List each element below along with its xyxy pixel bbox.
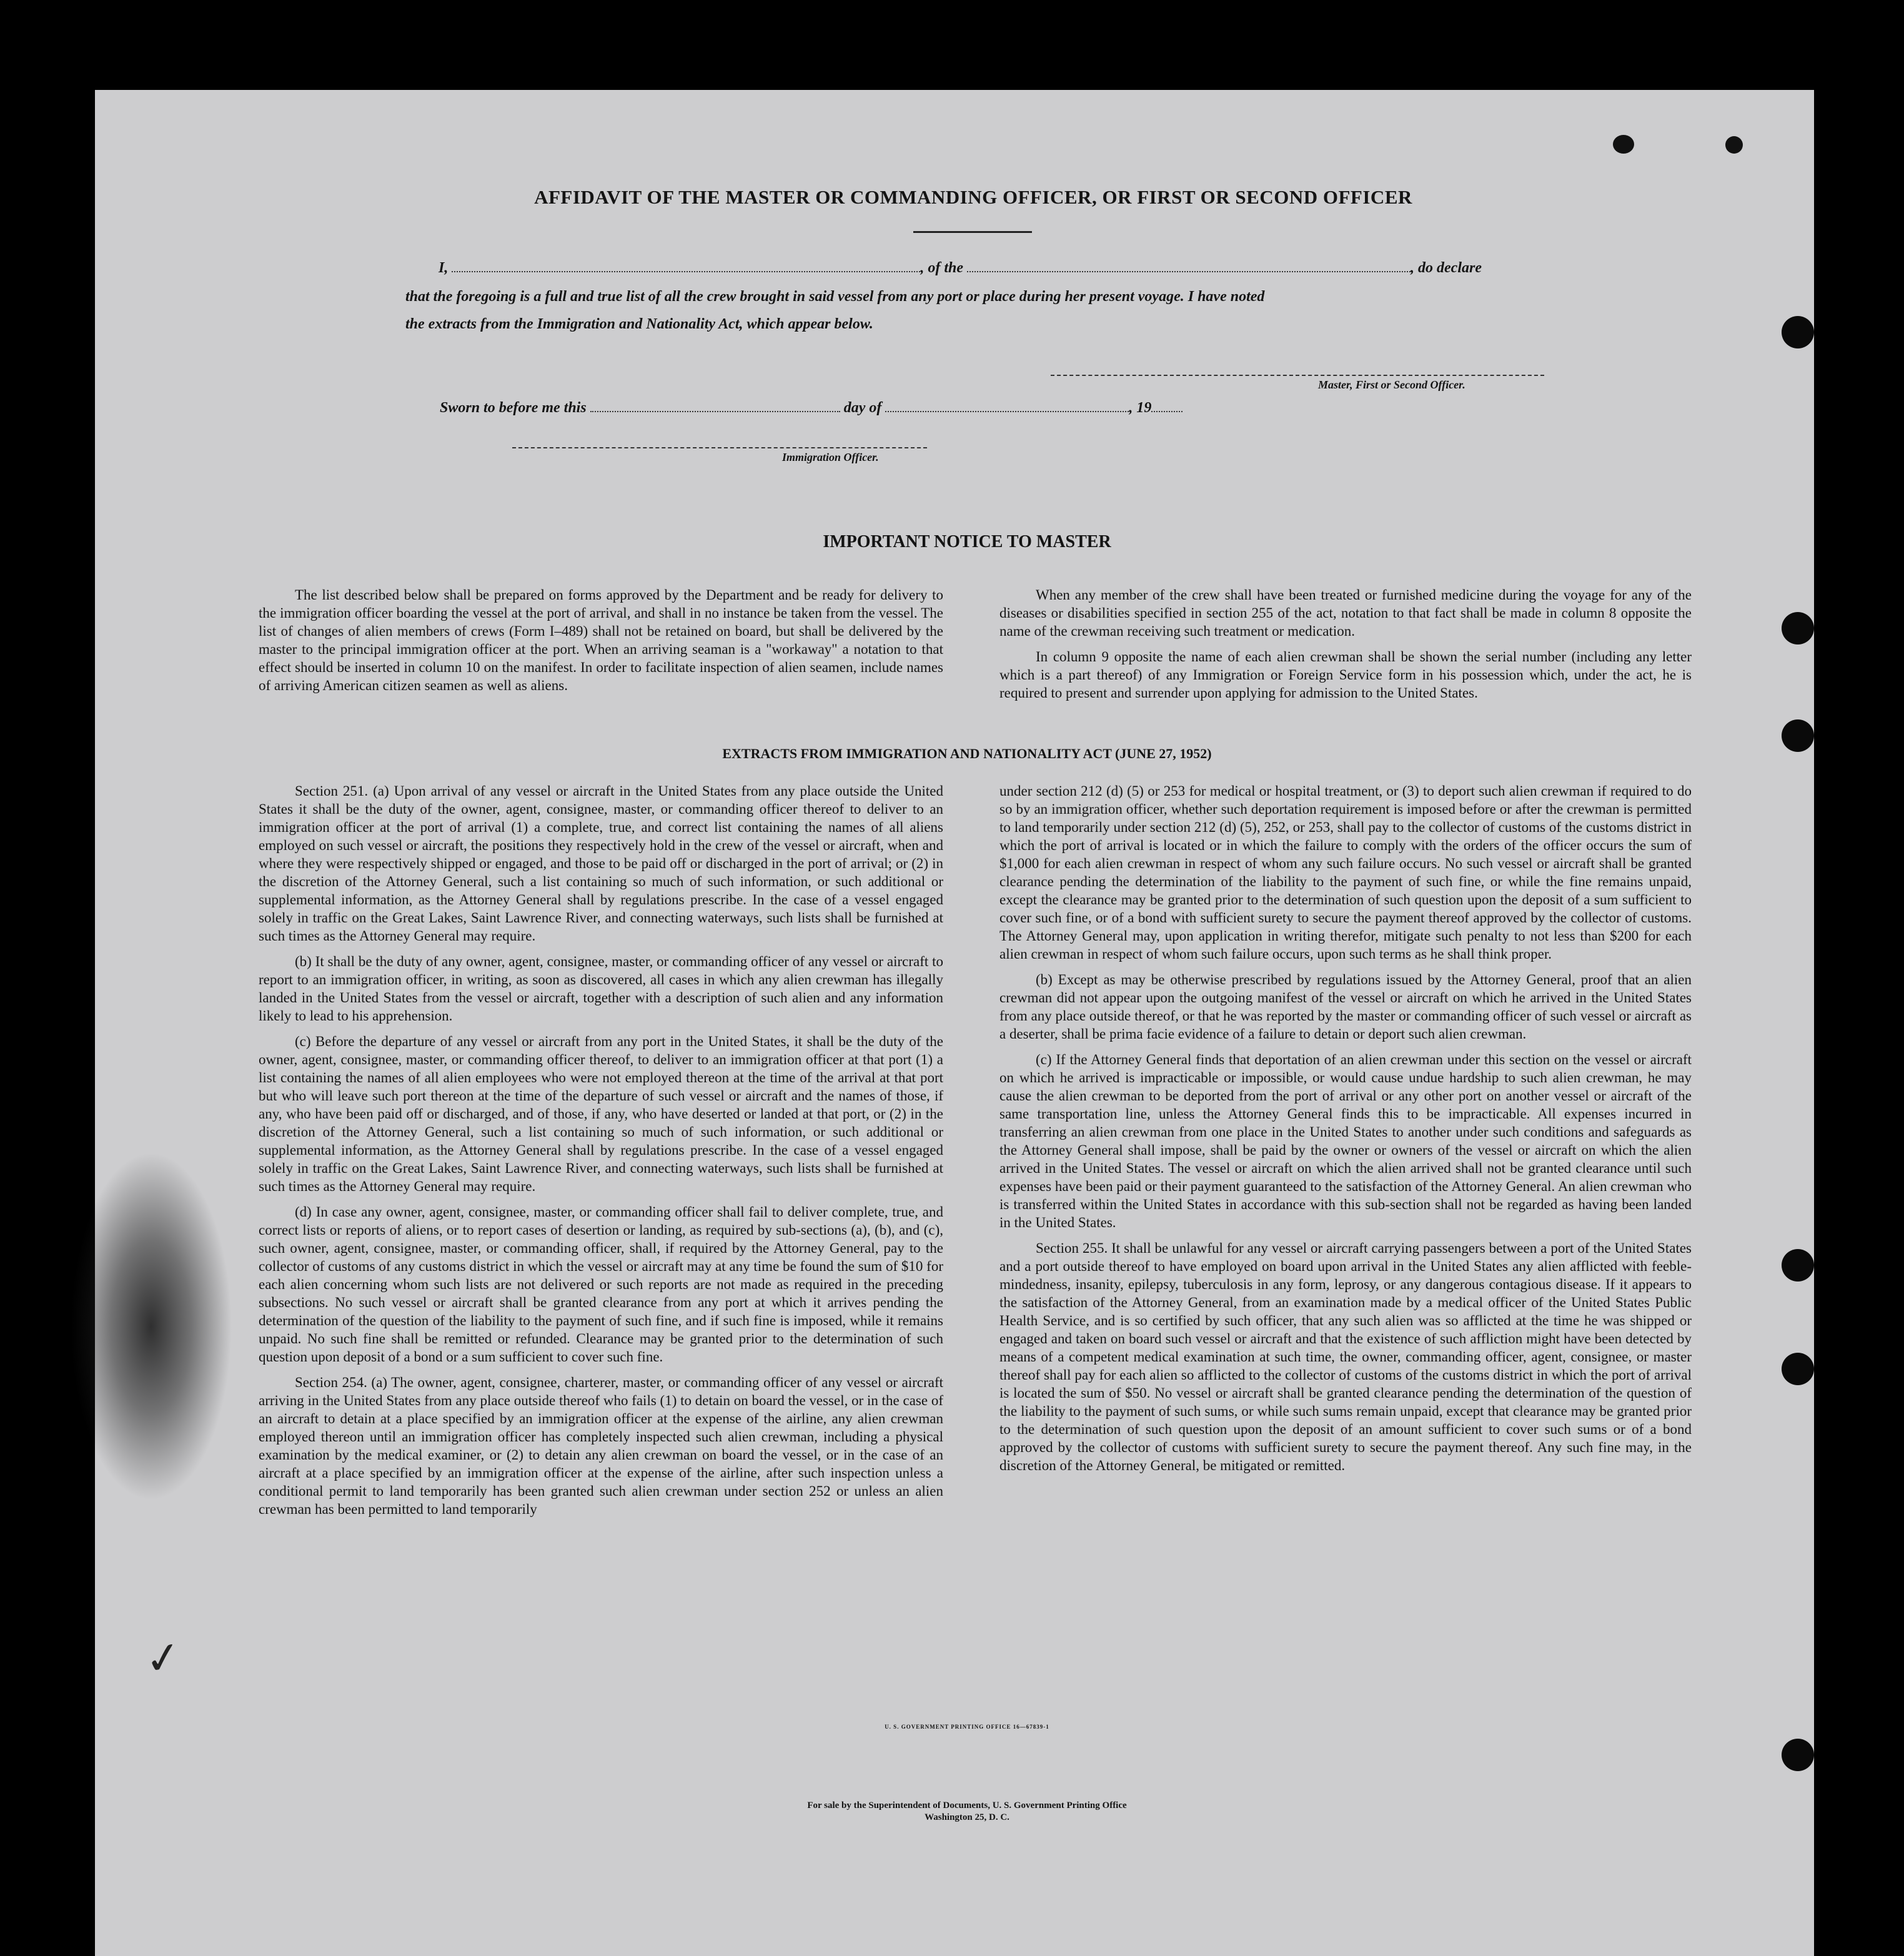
form-sheet bbox=[95, 90, 1814, 1956]
section-254-c: (c) If the Attorney General finds that deportation of an alien crewman under this section on the vessel or aircraft on which he arrived is impracticable or impossible, or would cause undue hardship to such alien crewman, he may cause the alien crewman to be deported from the port of arrival or any other port on another vessel or aircraft of the same transportation line, unless the Attorney General finds this to be impracticable. All expenses incurred in transferring an alien crewman from one place in the United States to another under such conditions and safeguards as the Attorney General shall impose, shall be paid by the owner or owners of the vessel or aircraft on which the alien arrived in the United States. The vessel or aircraft on which the alien arrived shall not be granted clearance until such expenses have been paid or their payment guaranteed to the satisfaction of the Attorney General. An alien crewman who is transferred within the United States in accordance with this sub-section shall not be regarded as having been landed in the United States. bbox=[999, 1052, 1692, 1230]
section-251-a: Section 251. (a) Upon arrival of any vessel or aircraft in the United States from any place outside the United States it shall be the duty of the owner, agent, consignee, master, or commanding officer thereof to deliver to an immigration officer at the port of arrival (1) a complete, true, and correct list containing the names of all aliens employed on such vessel or aircraft, the positions they respectively hold in the crew of the vessel or aircraft, when and where they were respectively shipped or engaged, and those to be paid off or discharged in the port of arrival; or (2) in the discretion of the Attorney General, such a list containing so much of such information, or such additional or supplemental information, as the Attorney General shall by regulations prescribe. In the case of a vessel engaged solely in traffic on the Great Lakes, Saint Lawrence River, and connecting waterways, such lists shall be furnished at such times as the Attorney General may require. bbox=[259, 783, 943, 944]
affidavit-title: AFFIDAVIT OF THE MASTER OR COMMANDING OFFICER, OR FIRST OR SECOND OFFICER bbox=[534, 186, 1412, 208]
title-rule bbox=[913, 231, 1032, 233]
section-254-a: Section 254. (a) The owner, agent, consignee, charterer, master, or commanding officer of any vessel or aircraft arriving in the United States from any place outside thereof who fails (1) to detain on board the vessel, or in the case of an aircraft to detain at a place specified by an immigration officer at the expense of the airline, any alien crewman employed thereon until an immigration officer has completely inspected such alien crewman, including a physical examination by the medical examiner, or (2) to detain any alien crewman on board the vessel, or in the case of an aircraft at a place specified by an immigration officer at the expense of the airline, after such inspection unless a conditional permit to land temporarily has been granted such alien crewman under section 252 or unless an alien crewman has been permitted to land temporarily bbox=[259, 1375, 944, 1517]
notice-right-paragraph-1: When any member of the crew shall have been treated or furnished medicine during the voyage for any of the diseases or disabilities specified in section 255 of the act, notation to that fact shall be made in column 8 opposite the name of the crewman receiving such treatment or medication. bbox=[999, 587, 1692, 639]
sworn-day-field[interactable] bbox=[590, 400, 840, 412]
notice-right-column bbox=[999, 586, 1692, 709]
extracts-right-column bbox=[999, 782, 1692, 1482]
sworn-line bbox=[440, 400, 1183, 417]
name-field[interactable] bbox=[452, 260, 920, 272]
binder-hole bbox=[1782, 316, 1814, 348]
ink-smudge bbox=[70, 1152, 232, 1501]
ink-spot bbox=[1613, 135, 1634, 154]
notice-title: IMPORTANT NOTICE TO MASTER bbox=[823, 532, 1111, 551]
for-sale-line-2: Washington 25, D. C. bbox=[925, 1812, 1009, 1822]
statement-line-2: the extracts from the Immigration and Nationality Act, which appear below. bbox=[405, 316, 873, 332]
section-254-b: (b) Except as may be otherwise prescribed by regulations issued by the Attorney General, proof that an alien crewman did not appear upon the outgoing manifest of the vessel or aircraft on which he arrived in the United States from any place outside thereof, or that he was reported by the master or commanding officer of such vessel or aircraft as a deserter, shall be prima facie evidence of a failure to detain or deport such alien crewman. bbox=[999, 972, 1692, 1042]
sworn-label: Sworn to before me this bbox=[440, 400, 587, 416]
section-251-d: (d) In case any owner, agent, consignee, master, or commanding officer shall fail to deliver complete, true, and correct lists or reports of aliens, or to report cases of desertion or landing, as required by sub-sections (a), (b), and (c), such owner, agent, consignee, master, or commanding officer, shall, if required by the Attorney General, pay to the collector of customs of any customs district in which the vessel or aircraft may at any time be found the sum of $10 for each alien concerning whom such lists are not delivered or such reports are not made as required in the preceding subsections. No such vessel or aircraft shall be granted clearance from any port at which it arrives pending the determination of the question of the liability to the payment of such fine, and if such fine is imposed, while it remains unpaid. No such fine shall be remitted or refunded. Clearance may be granted prior to the determination of such question upon deposit of a bond or a sum sufficient to cover such fine. bbox=[259, 1204, 943, 1365]
master-signature-line[interactable] bbox=[1051, 375, 1544, 376]
statement-line-1: that the foregoing is a full and true list of all the crew brought in said vessel from any port or place during her present voyage. I have noted bbox=[405, 289, 1265, 305]
notice-left-column bbox=[259, 586, 943, 702]
notice-right-paragraph-2: In column 9 opposite the name of each alien crewman shall be shown the serial number (including any letter which is a part thereof) of any Immigration or Foreign Service form in his possession which, under the act, he is required to present and surrender upon applying for admission to the United States. bbox=[999, 649, 1692, 701]
extracts-title: EXTRACTS FROM IMMIGRATION AND NATIONALITY ACT (JUNE 27, 1952) bbox=[722, 746, 1212, 761]
immigration-signature-line[interactable] bbox=[512, 447, 927, 448]
handwritten-check-mark: ✓ bbox=[141, 1630, 186, 1686]
binder-hole bbox=[1782, 612, 1814, 645]
declaration-line bbox=[439, 260, 1482, 277]
for-sale-line-1: For sale by the Superintendent of Documents, U. S. Government Printing Office bbox=[807, 1800, 1127, 1810]
notice-left-paragraph: The list described below shall be prepared on forms approved by the Department and be ready for delivery to the immigration officer boarding the vessel at the port of arrival, and shall in no instance be taken from the vessel. The list of changes of alien members of crews (Form I–489) shall not be retained on board, but shall be delivered by the master to the principal immigration officer at the port. When an arriving seaman is a "workaway" a notation to that effect should be inserted in column 10 on the manifest. In order to facilitate inspection of alien seamen, include names of arriving American citizen seamen as well as aliens. bbox=[259, 587, 943, 693]
immigration-caption: Immigration Officer. bbox=[782, 451, 879, 463]
binder-hole bbox=[1782, 1249, 1814, 1282]
printing-office-line: U. S. GOVERNMENT PRINTING OFFICE 16—67839-1 bbox=[885, 1724, 1049, 1730]
ink-spot bbox=[1725, 136, 1743, 154]
sworn-month-field[interactable] bbox=[885, 400, 1129, 412]
section-255: Section 255. It shall be unlawful for any vessel or aircraft carrying passengers between a port of the United States and a port outside thereof to have employed on board upon arrival in the United States any alien afflicted with feeble-mindedness, insanity, epilepsy, tuberculosis in any form, leprosy, or any dangerous contagious disease. If it appears to the satisfaction of the Attorney General, from an examination made by a medical officer of the United States Public Health Service, and is so certified by such officer, that any such alien was so afflicted at the time he was shipped or engaged and taken on board such vessel or aircraft and that the existence of such affliction might have been detected by means of a competent medical examination at such time, the owner, commanding officer, agent, consignee, or master thereof shall pay for each alien so afflicted to the collector of customs of the customs district in which the port of arrival is located the sum of $50. No vessel or aircraft shall be granted clearance pending the determination of the question of the liability to the payment of such sums, or while such sums remain unpaid, except that clearance may be granted prior to the determination of such question upon the deposit of an amount sufficient to cover such sums or of a bond approved by the collector of customs with sufficient surety to secure the payment thereof. Any such fine may, in the discretion of the Attorney General, be mitigated or remitted. bbox=[999, 1240, 1692, 1473]
extracts-left-column bbox=[259, 782, 943, 1526]
binder-hole bbox=[1782, 1353, 1814, 1385]
do-declare-label: , do declare bbox=[1411, 260, 1482, 276]
sworn-year-field[interactable] bbox=[1151, 400, 1183, 412]
master-caption: Master, First or Second Officer. bbox=[1318, 378, 1465, 391]
of-the-label: , of the bbox=[920, 260, 964, 276]
section-251-c: (c) Before the departure of any vessel or aircraft from any port in the United States, it shall be the duty of the owner, agent, consignee, master, or commanding officer thereof, to deliver to an immigration officer at that port (1) a list containing the names of all alien employees who were not employed thereon at the time of the arrival at that port but who will leave such port thereon at the time of the departure of such vessel or aircraft and the names of those, if any, who have been paid off or discharged, and of those, if any, who have deserted or landed at that port, or (2) in the discretion of the Attorney General, such a list containing so much of such information, or such additional or supplemental information, as the Attorney General shall by regulations prescribe. In the case of a vessel engaged solely in traffic on the Great Lakes, Saint Lawrence River, and connecting waterways, such lists shall be furnished at such times as the Attorney General may require. bbox=[259, 1034, 943, 1194]
section-254-a-continued: under section 212 (d) (5) or 253 for medical or hospital treatment, or (3) to deport such alien crewman if required to do so by an immigration officer, whether such deportation requirement is imposed before or after the crewman is permitted to land temporarily under section 212 (d) (5), 252, or 253, shall pay to the collector of customs of the customs district in which the port of arrival is located or in which the failure to comply with the orders of the officer occurs the sum of $1,000 for each alien crewman in respect of whom any such failure occurs. No such vessel or aircraft shall be granted clearance pending the determination of the liability to the payment of such fine, or while the fine remains unpaid, except the clearance may be granted prior to the determination of such question upon the deposit of a sum sufficient to cover such fine, or of a bond with sufficient surety to secure the payment thereof approved by the collector of customs. The Attorney General may, upon application in writing therefor, mitigate such penalty to not less than $200 for each alien crewman in respect of whom such failure occurs, upon such terms as he shall think proper. bbox=[999, 783, 1692, 962]
section-251-b: (b) It shall be the duty of any owner, agent, consignee, master, or commanding officer of any vessel or aircraft to report to an immigration officer, in writing, as soon as discovered, all cases in which any alien crewman has illegally landed in the United States from the vessel or aircraft, together with a description of such alien and any information likely to lead to his apprehension. bbox=[259, 954, 943, 1024]
day-of-label: day of bbox=[843, 400, 882, 416]
binder-hole bbox=[1782, 1739, 1814, 1771]
year-label: , 19 bbox=[1129, 400, 1152, 416]
i-label: I, bbox=[439, 260, 449, 276]
for-sale-notice bbox=[95, 1800, 1814, 1824]
vessel-field[interactable] bbox=[967, 260, 1411, 272]
